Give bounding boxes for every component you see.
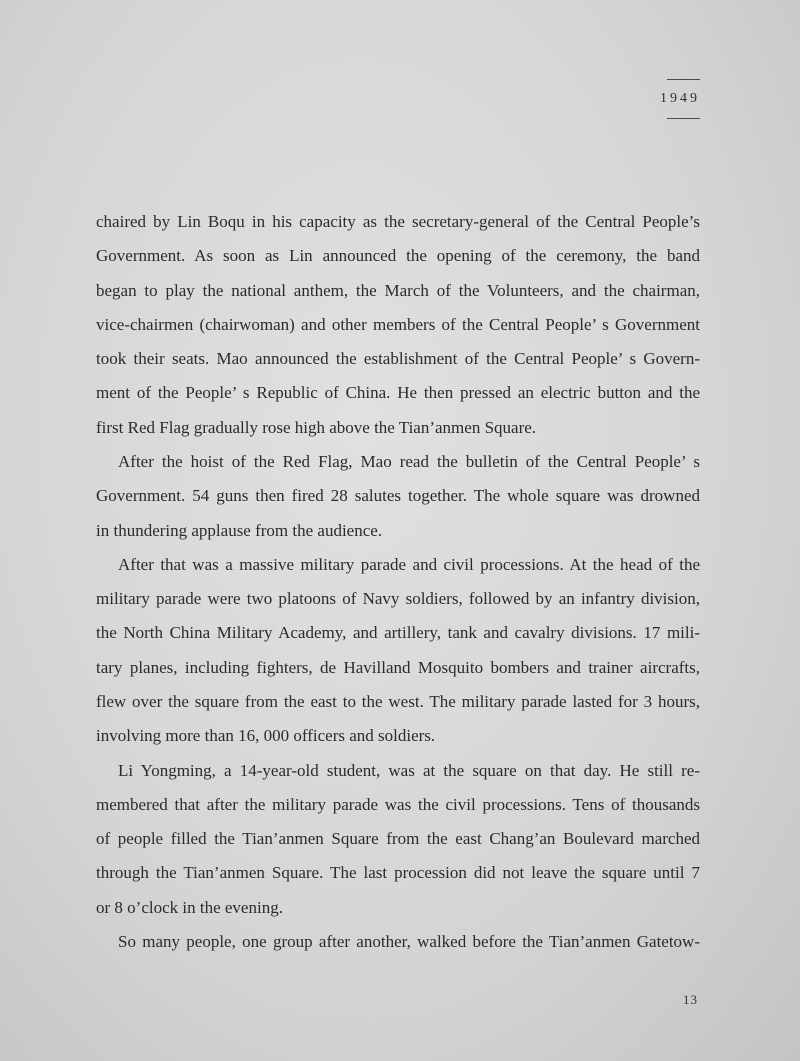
paragraph — [96, 445, 700, 548]
text-line: military parade were two platoons of Navy soldiers, followed by an infantry division, — [96, 589, 700, 609]
running-header-year: 1949 — [660, 91, 700, 106]
text-line: So many people, one group after another, walked before the Tian’anmen Gatetow- — [118, 931, 700, 951]
text-line: tary planes, including fighters, de Havilland Mosquito bombers and trainer aircrafts, — [96, 657, 700, 677]
text-line: Li Yongming, a 14-year-old student, was at the square on that day. He still re- — [118, 760, 700, 780]
paragraph — [96, 548, 700, 754]
text-line: of people filled the Tian’anmen Square from the east Chang’an Boulevard marched — [96, 829, 700, 849]
text-line: took their seats. Mao announced the establishment of the Central People’ s Govern- — [96, 349, 700, 369]
text-line: flew over the square from the east to the west. The military parade lasted for 3 hours, — [96, 691, 700, 711]
header-rule-bottom — [667, 118, 700, 119]
text-line: After the hoist of the Red Flag, Mao read the bulletin of the Central People’ s — [118, 451, 700, 471]
text-line: After that was a massive military parade and civil processions. At the head of the — [118, 554, 700, 574]
text-line: began to play the national anthem, the March of the Volunteers, and the chairman, — [96, 280, 700, 300]
text-line: vice-chairmen (chairwoman) and other members of the Central People’ s Government — [96, 314, 700, 334]
page-number: 13 — [683, 992, 698, 1007]
body-text — [96, 205, 700, 959]
text-line: in thundering applause from the audience. — [96, 520, 383, 540]
text-line: first Red Flag gradually rose high above the Tian’anmen Square. — [96, 417, 537, 437]
text-line: membered that after the military parade was the civil processions. Tens of thousands — [96, 794, 700, 814]
text-line: or 8 o’clock in the evening. — [96, 897, 283, 917]
text-line: Government. As soon as Lin announced the opening of the ceremony, the band — [96, 246, 700, 266]
text-line: involving more than 16, 000 officers and soldiers. — [96, 726, 436, 746]
text-line: ment of the People’ s Republic of China. He then pressed an electric button and the — [96, 383, 700, 403]
paragraph — [96, 205, 700, 445]
text-line: the North China Military Academy, and artillery, tank and cavalry divisions. 17 mili- — [96, 623, 700, 643]
paragraph — [96, 754, 700, 925]
header-rule-top — [667, 79, 700, 80]
text-line: through the Tian’anmen Square. The last procession did not leave the square until 7 — [96, 863, 700, 883]
text-line: chaired by Lin Boqu in his capacity as the secretary-general of the Central People’s — [96, 212, 700, 231]
text-line: Government. 54 guns then fired 28 salutes together. The whole square was drowned — [96, 486, 700, 506]
paragraph — [96, 925, 700, 959]
